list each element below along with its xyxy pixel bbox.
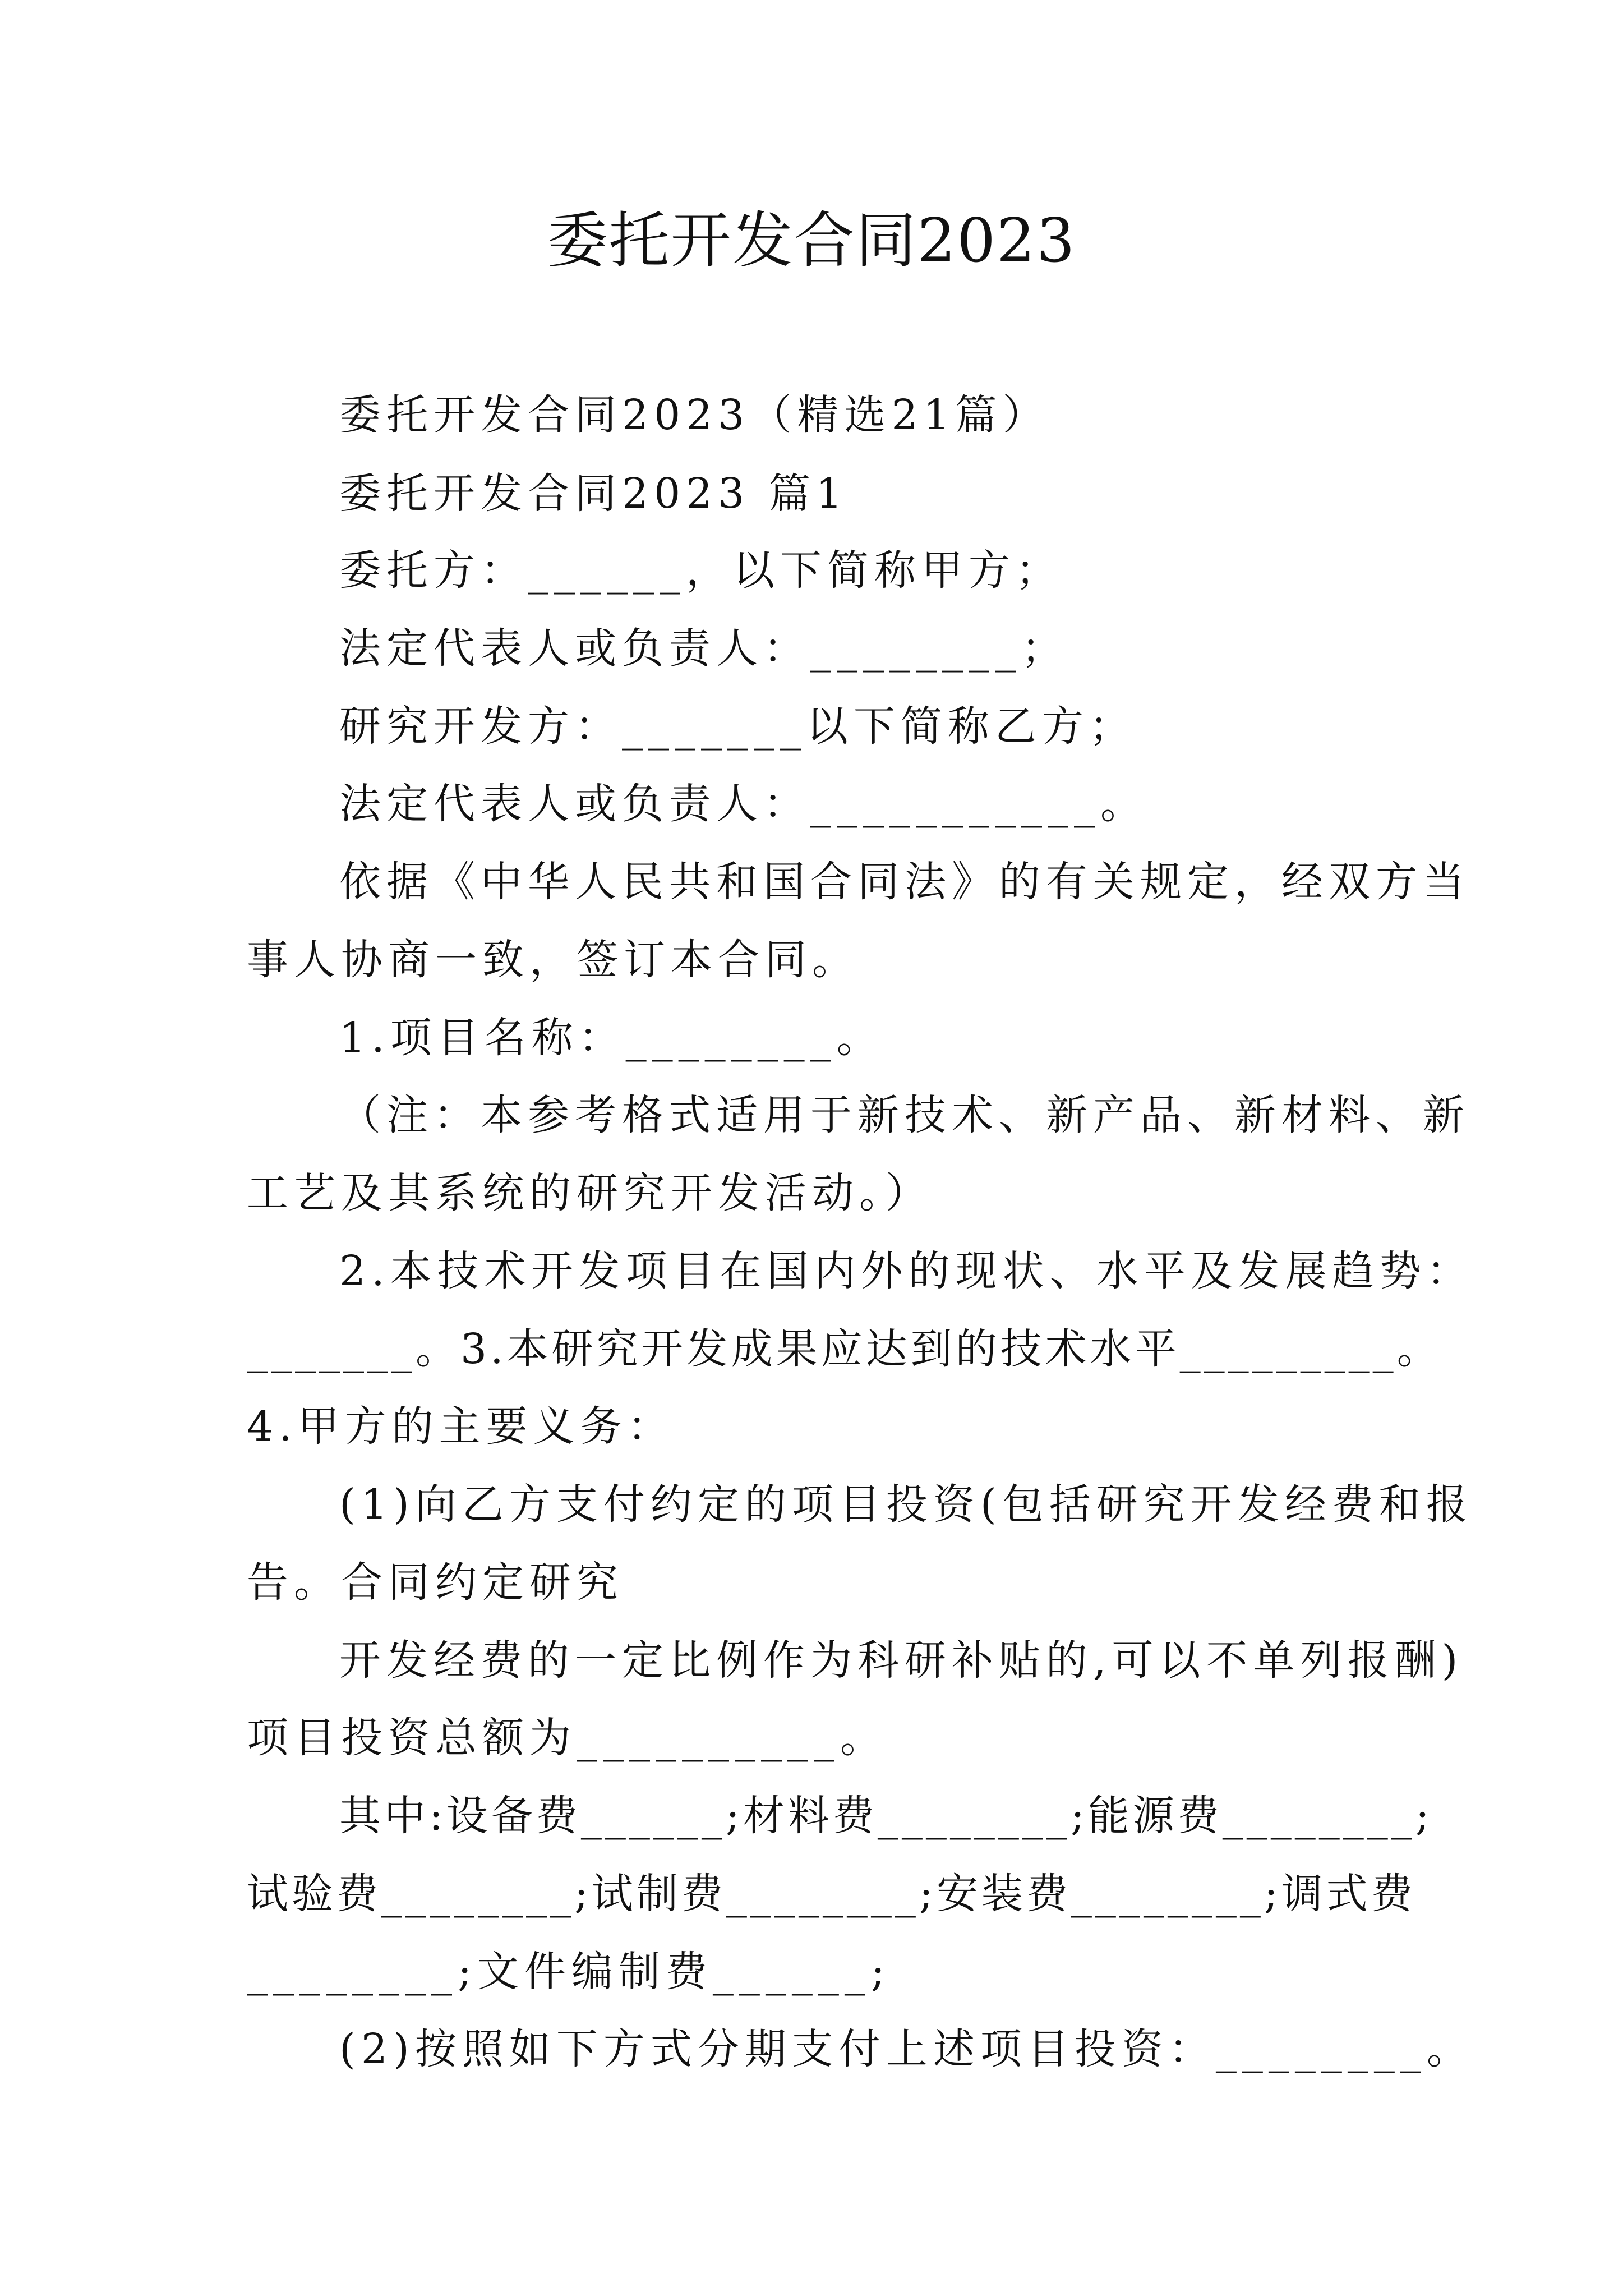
- paragraph-line: 开发经费的一定比例作为科研补贴的,可以不单列报酬): [339, 1636, 1464, 1685]
- subtitle-line: 委托开发合同2023（精选21篇）: [339, 391, 1050, 439]
- paragraph-line: 依据《中华人民共和国合同法》的有关规定，经双方当: [339, 858, 1470, 906]
- paragraph-line: （注：本参考格式适用于新技术、新产品、新材料、新: [339, 1091, 1470, 1139]
- paragraph-line: 项目投资总额为__________。: [247, 1714, 887, 1762]
- paragraph-line: 其中:设备费______;材料费________;能源费________;: [339, 1792, 1433, 1840]
- paragraph-line: 告。合同约定研究: [247, 1558, 624, 1607]
- paragraph-line: 1.项目名称：________。: [339, 1014, 884, 1062]
- paragraph-line: 试验费________;试制费________;安装费________;调式费: [247, 1870, 1416, 1918]
- paragraph-line: (1)向乙方支付约定的项目投资(包括研究开发经费和报: [339, 1480, 1473, 1529]
- paragraph-line: 研究开发方：_______以下简称乙方；: [339, 702, 1136, 751]
- section-heading: 委托开发合同2023 篇1: [339, 470, 848, 518]
- paragraph-line: 法定代表人或负责人：___________。: [339, 780, 1147, 828]
- document-title: 委托开发合同2023: [547, 206, 1076, 276]
- paragraph-line: _______。3.本研究开发成果应达到的技术水平_________。: [247, 1325, 1442, 1373]
- paragraph-line: 工艺及其系统的研究开发活动。）: [247, 1169, 933, 1217]
- paragraph-line: 法定代表人或负责人：________；: [339, 624, 1068, 673]
- paragraph-line: 委托方：______，以下简称甲方；: [339, 546, 1063, 595]
- paragraph-line: ________;文件编制费______;: [247, 1948, 891, 1996]
- paragraph-line: 2.本技术开发项目在国内外的现状、水平及发展趋势：: [339, 1247, 1474, 1295]
- paragraph-line: 事人协商一致，签订本合同。: [247, 936, 859, 984]
- paragraph-line: (2)按照如下方式分期支付上述项目投资：________。: [339, 2025, 1474, 2073]
- paragraph-line: 4.甲方的主要义务：: [247, 1402, 675, 1451]
